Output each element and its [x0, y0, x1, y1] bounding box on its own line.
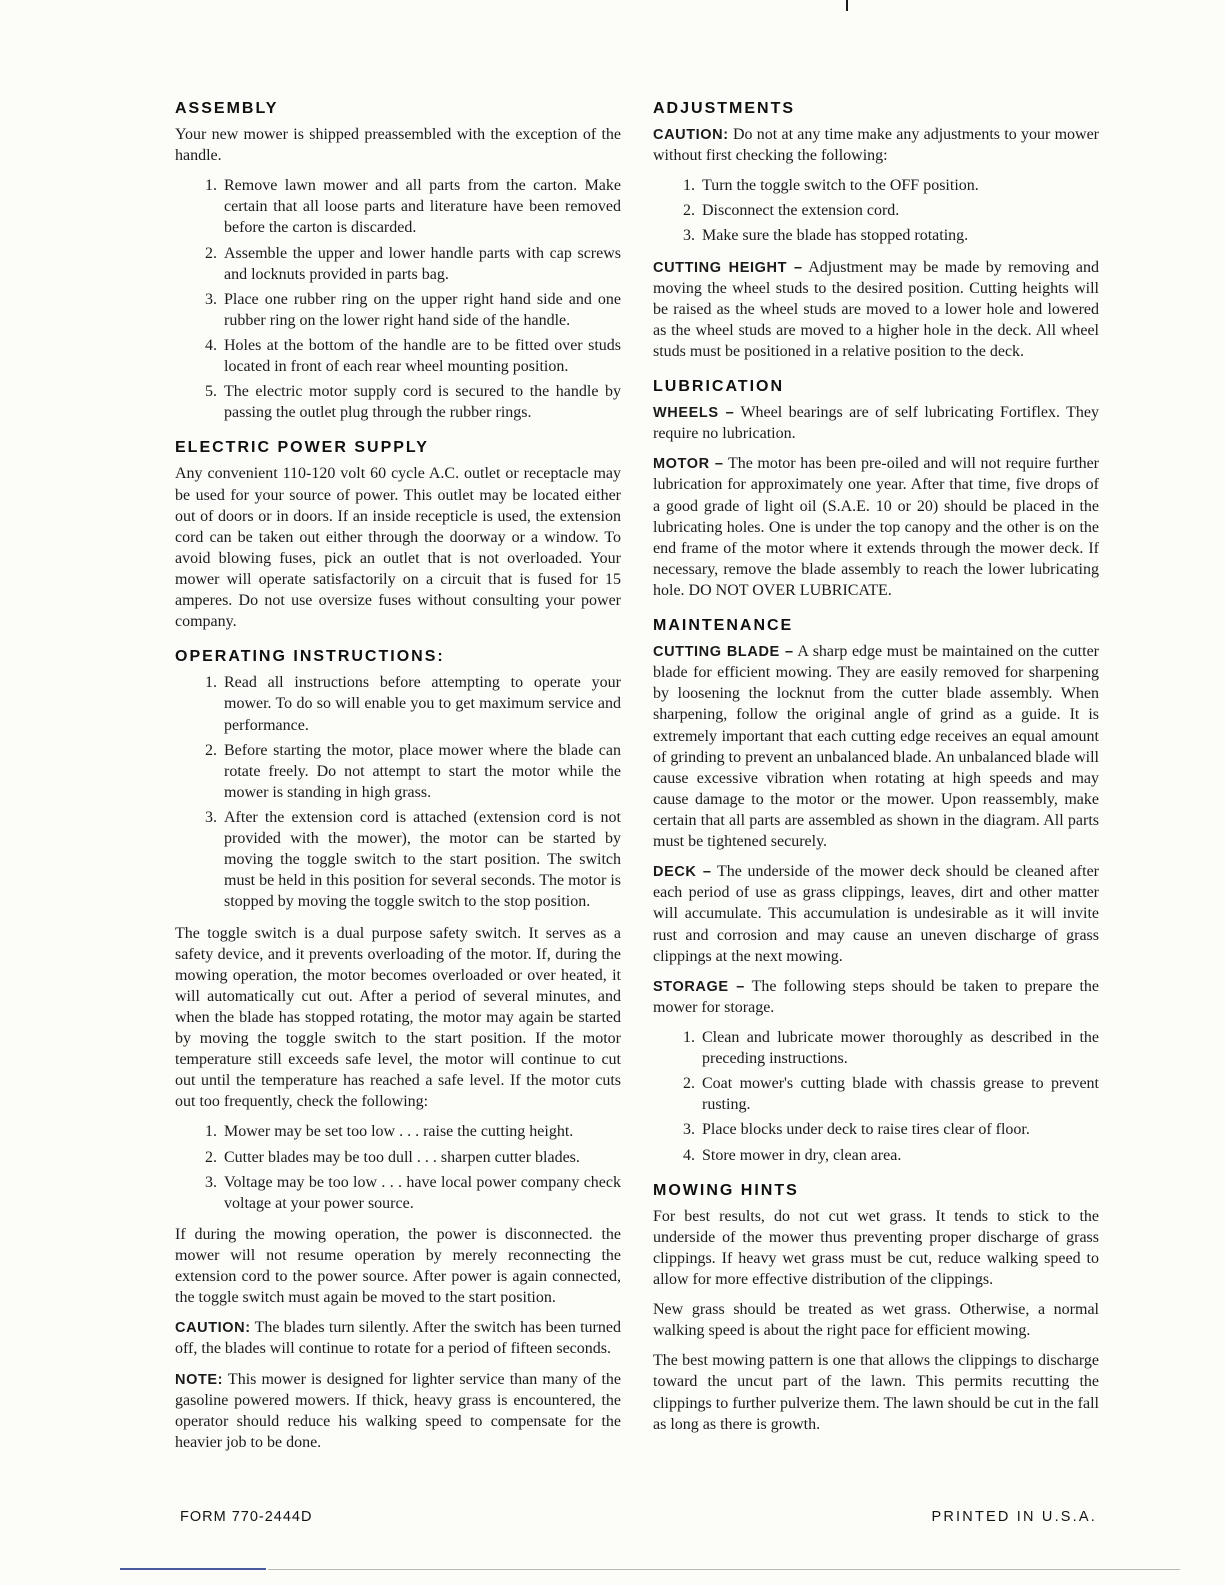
ordered-list — [653, 1027, 1099, 1166]
paragraph-caution — [175, 1317, 621, 1359]
section-heading: MOWING HINTS — [653, 1181, 799, 1199]
paragraph: Any convenient 110-120 volt 60 cycle A.C. outlet or receptacle may be used for your source of power. This outlet may be located either out of doors or in doors. If an inside recepticle is used, the extension cord can be taken out either through the doorway or a window. To avoid blowing fuses, pick an outlet that is not overloaded. Your mower will operate satisfactorily on a circuit that is fused for 15 amperes. Do not use oversize fuses without consulting your power company. — [175, 465, 621, 631]
section-heading: ASSEMBLY — [175, 100, 279, 117]
paragraph-lead: CUTTING BLADE – — [653, 644, 794, 661]
left-column — [175, 100, 621, 1462]
paragraph-text: The blades turn silently. After the switch has been turned off, the blades will continue to rotate for a period of fifteen seconds. — [175, 1319, 621, 1358]
section-heading: ADJUSTMENTS — [653, 100, 796, 117]
paragraph: The toggle switch is a dual purpose safety switch. It serves as a safety device, and it prevents overloading of the motor. If, during the mowing operation, the motor becomes overloaded or over heated, it will automatically cut out. After a period of several minutes, and when the blade has stopped rotating, the motor may again be started by moving the toggle switch to the start position. If the motor temperature still exceeds safe level, the motor will continue to cut out until the temperature has reached a safe level. If the motor cuts out too frequently, check the following: — [175, 924, 621, 1111]
paragraph-motor — [653, 453, 1099, 601]
section-lubrication — [653, 378, 1099, 601]
paragraph: New grass should be treated as wet grass. Otherwise, a normal walking speed is about the right pace for efficient mowing. — [653, 1301, 1099, 1340]
paragraph: The best mowing pattern is one that allows the clippings to discharge toward the uncut part of the lawn. This permits recutting the clippings to further pulverize them. The lawn should be cut in the fall as long as there is growth. — [653, 1352, 1099, 1433]
paragraph-lead: CAUTION: — [653, 127, 729, 143]
paragraph-text: This mower is designed for lighter service than many of the gasoline powered mowers. If thick, heavy grass is encountered, the operator should reduce his walking speed to compensate for the heavier job to be done. — [175, 1370, 621, 1451]
paragraph: For best results, do not cut wet grass. It tends to stick to the underside of the mower thus preventing proper discharge of grass clippings. If heavy wet grass must be cut, reduce walking speed to allow for more effective distribution of the clippings. — [653, 1207, 1099, 1289]
list-item: 2. Cutter blades may be too dull . . . sharpen cutter blades. — [221, 1147, 621, 1168]
page-footer — [180, 1509, 1097, 1525]
ordered-list — [175, 175, 621, 423]
paragraph-text: The underside of the mower deck should be cleaned after each period of use as grass clippings, leaves, dirt and other matter will accumulate. This accumulation is undesirable as it will invite rust and corrosion and may cause an uneven discharge of grass clippings at the next mowing. — [653, 863, 1100, 965]
section-maintenance — [653, 617, 1099, 1166]
footer-form-number: FORM 770-2444D — [180, 1509, 313, 1525]
paragraph-caution — [653, 124, 1099, 166]
paragraph-text: Adjustment may be made by removing and moving the wheel studs to the desired position. Cutting heights will be raised as the wheel studs are moved to a lower hole and lowered as the wheel studs are moved to a higher hole in the deck. All wheel studs must be positioned in a relative position to the deck. — [653, 258, 1099, 361]
list-item: 3. After the extension cord is attached (extension cord is not provided with the mower), the motor can be started by moving the toggle switch to the start position. The switch must be held in this position for several seconds. The motor is stopped by moving the toggle switch to the stop position. — [221, 807, 621, 913]
ordered-list — [175, 672, 621, 912]
list-item: 4. Store mower in dry, clean area. — [699, 1145, 1099, 1166]
paragraph-wheels — [653, 402, 1099, 444]
paragraph-deck — [653, 861, 1099, 967]
paragraph-cutting-height — [653, 257, 1099, 363]
list-item: 5. The electric motor supply cord is secured to the handle by passing the outlet plug through the rubber rings. — [221, 381, 621, 423]
list-item: 3. Place blocks under deck to raise tires clear of floor. — [699, 1119, 1099, 1140]
paragraph-lead: NOTE: — [175, 1371, 224, 1388]
paragraph-text: A sharp edge must be maintained on the cutter blade for efficient mowing. They are easily removed for sharpening by loosening the locknut from the cutter blade assembly. When sharpening, follow the original angle of grind as a guide. It is extremely important that each cutting edge receives an equal amount of grinding to prevent an unbalanced blade. An unbalanced blade will cause excessive vibration when rotating at high speeds and may cause damage to the motor or the mower. Upon reassembly, make certain that all parts are assembled as shown in the diagram. All parts must be tightened securely. — [653, 643, 1099, 851]
section-electric-power-supply — [175, 439, 621, 632]
paragraph-note — [175, 1369, 621, 1453]
list-item: 2. Assemble the upper and lower handle parts with cap screws and locknuts provided in parts bag. — [221, 243, 621, 285]
paragraph-text: The motor has been pre-oiled and will not require further lubrication for approximately one year. After that time, five drops of a good grade of light oil (S.A.E. 10 or 20) should be placed in the lubricating holes. One is under the top canopy and the other is on the end frame of the motor where it extends through the mower deck. If necessary, remove the blade assembly to reach the lower lubricating hole. DO NOT OVER LUBRICATE. — [653, 455, 1100, 600]
section-heading: MAINTENANCE — [653, 617, 794, 635]
page-content — [175, 100, 1100, 1462]
section-heading: ELECTRIC POWER SUPPLY — [175, 439, 429, 457]
paragraph-lead: CUTTING HEIGHT – — [653, 259, 803, 276]
paragraph: If during the mowing operation, the power is disconnected. the mower will not resume operation by merely reconnecting the extension cord to the power source. After power is again connected, the toggle switch must again be moved to the start position. — [175, 1225, 621, 1307]
paragraph-text: Do not at any time make any adjustments to your mower without first checking the following: — [653, 126, 1100, 165]
section-heading: OPERATING INSTRUCTIONS: — [175, 648, 445, 666]
paragraph-lead: DECK – — [653, 864, 712, 881]
list-item: 1. Remove lawn mower and all parts from the carton. Make certain that all loose parts and literature have been removed before the carton is discarded. — [221, 175, 621, 238]
list-item: 1. Turn the toggle switch to the OFF position. — [699, 175, 1099, 196]
paragraph-lead: CAUTION: — [175, 1320, 251, 1337]
section-adjustments — [653, 100, 1099, 362]
paragraph-text: Wheel bearings are of self lubricating Fortiflex. They require no lubrication. — [653, 404, 1100, 443]
list-item: 1. Read all instructions before attempting to operate your mower. To do so will enable you to get maximum service and performance. — [221, 672, 621, 735]
registration-mark — [846, 0, 848, 11]
section-operating-instructions — [175, 648, 621, 1453]
list-item: 1. Mower may be set too low . . . raise the cutting height. — [221, 1121, 621, 1142]
paragraph-storage — [653, 976, 1099, 1018]
list-item: 3. Place one rubber ring on the upper right hand side and one rubber ring on the lower right hand side of the handle. — [221, 289, 621, 331]
section-heading: LUBRICATION — [653, 378, 785, 396]
paragraph: Your new mower is shipped preassembled with the exception of the handle. — [175, 126, 621, 165]
section-assembly — [175, 100, 621, 423]
list-item: 3. Voltage may be too low . . . have local power company check voltage at your power source. — [221, 1172, 621, 1214]
ordered-list — [653, 175, 1099, 246]
list-item: 2. Before starting the motor, place mower where the blade can rotate freely. Do not attempt to start the motor while the mower is standing in high grass. — [221, 740, 621, 803]
list-item: 1. Clean and lubricate mower thoroughly as described in the preceding instructions. — [699, 1027, 1099, 1069]
paragraph-text: The following steps should be taken to prepare the mower for storage. — [653, 977, 1099, 1016]
footer-printed-in: PRINTED IN U.S.A. — [931, 1509, 1097, 1525]
ordered-list — [175, 1121, 621, 1213]
bottom-edge-mark — [120, 1568, 266, 1570]
right-column — [653, 100, 1099, 1462]
section-mowing-hints — [653, 1182, 1099, 1435]
paragraph-cutting-blade — [653, 641, 1099, 852]
paragraph-lead: WHEELS – — [653, 405, 735, 422]
paragraph-lead: STORAGE – — [653, 978, 745, 995]
bottom-edge-line — [268, 1569, 1180, 1570]
list-item: 2. Disconnect the extension cord. — [699, 200, 1099, 221]
paragraph-lead: MOTOR – — [653, 456, 724, 473]
list-item: 2. Coat mower's cutting blade with chassis grease to prevent rusting. — [699, 1073, 1099, 1115]
list-item: 4. Holes at the bottom of the handle are to be fitted over studs located in front of each rear wheel mounting position. — [221, 335, 621, 377]
list-item: 3. Make sure the blade has stopped rotating. — [699, 225, 1099, 246]
